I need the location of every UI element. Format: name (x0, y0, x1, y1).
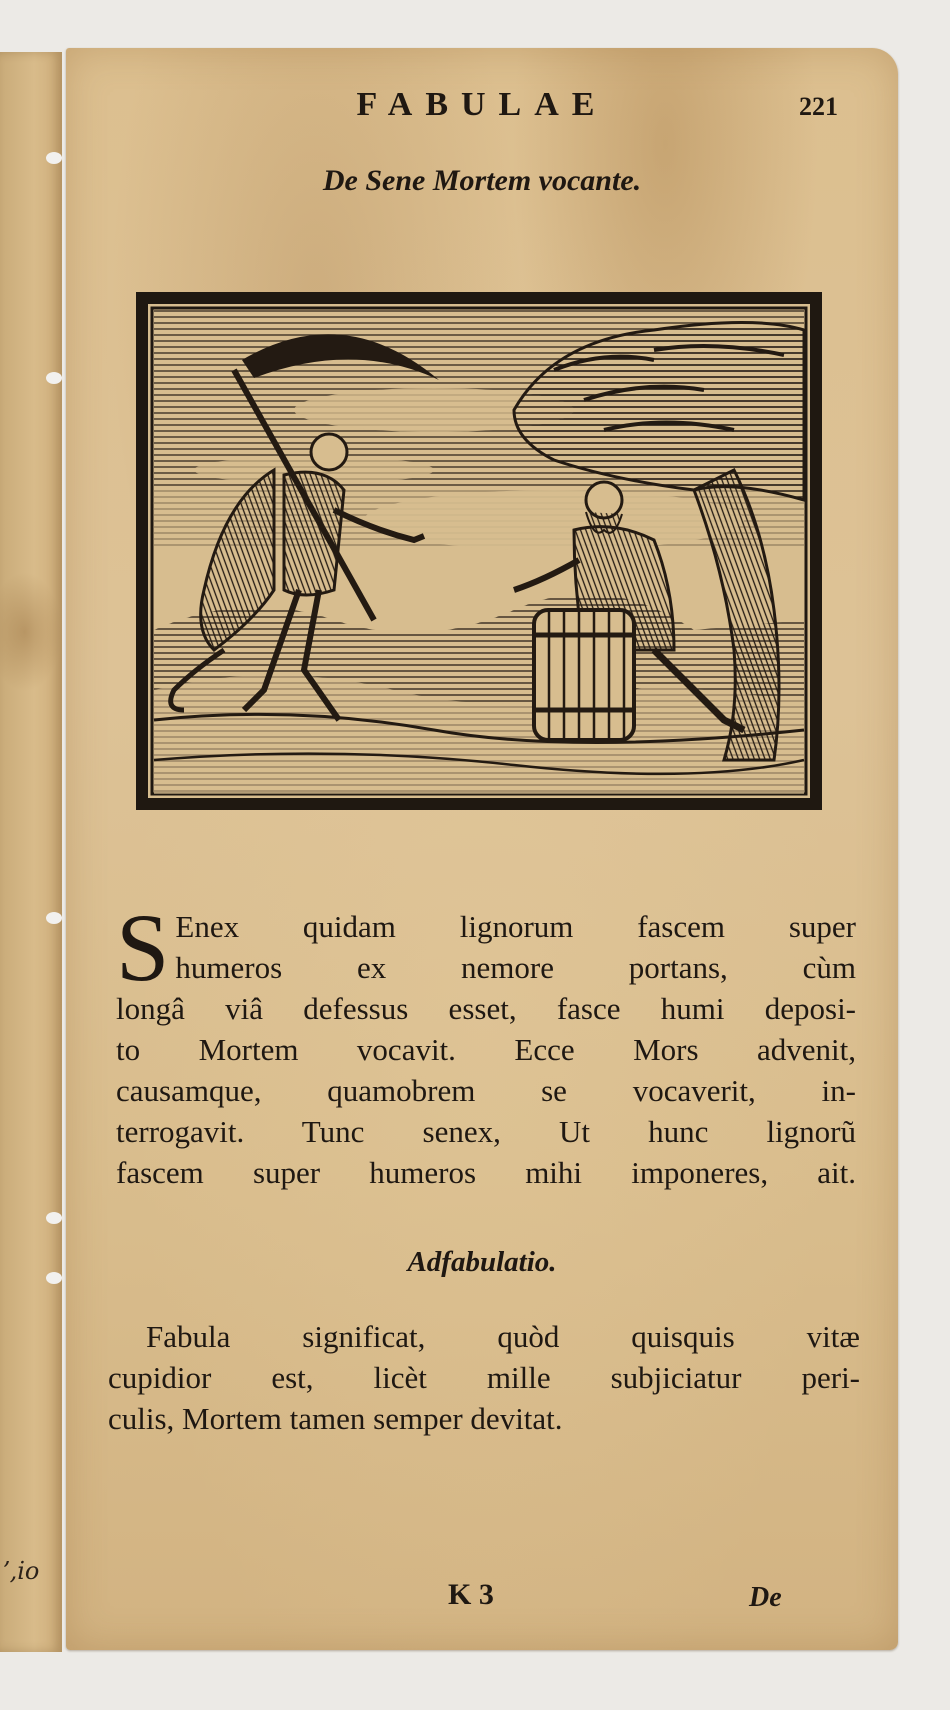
binding-hole (46, 1272, 62, 1284)
binding-hole (46, 372, 62, 384)
fable-line: causamque, quamobrem se vocaverit, in- (116, 1073, 856, 1108)
running-head: FABULAE (356, 86, 608, 123)
fable-title: De Sene Mortem vocante. (322, 164, 642, 197)
drop-cap: S (116, 894, 170, 1001)
woodcut-svg (134, 290, 824, 812)
moral-line: cupidior est, licèt mille subjiciatur peri- (108, 1360, 860, 1395)
fable-body (116, 894, 856, 1193)
page-number: 221 (799, 92, 838, 121)
fable-line: to Mortem vocavit. Ecce Mors advenit, (116, 1032, 856, 1067)
signature-mark: K 3 (448, 1578, 494, 1611)
water-stain (0, 572, 62, 692)
adjacent-page-strip (0, 52, 62, 1652)
catchword: De (749, 1582, 782, 1613)
moral-body (108, 1316, 860, 1439)
binding-hole (46, 1212, 62, 1224)
binding-hole (46, 912, 62, 924)
fable-line: humeros ex nemore portans, cùm (175, 950, 856, 985)
moral-line: Fabula significat, quòd quisquis vitæ (146, 1319, 860, 1354)
wood-bundle (534, 610, 634, 740)
fable-line: longâ viâ defessus esset, fasce humi deposi- (116, 991, 856, 1026)
woodcut-illustration (134, 290, 824, 812)
fable-line: terrogavit. Tunc senex, Ut hunc lignorũ (116, 1114, 856, 1149)
binding-hole (46, 152, 62, 164)
moral-heading: Adfabulatio. (407, 1246, 557, 1278)
left-page-fragment: ʼ,io (2, 1557, 40, 1585)
fable-line: fascem super humeros mihi imponeres, ait. (116, 1155, 856, 1190)
book-page (66, 48, 898, 1650)
moral-line: culis, Mortem tamen semper devitat. (108, 1401, 563, 1436)
fable-line: Enex quidam lignorum fascem super (175, 909, 856, 944)
